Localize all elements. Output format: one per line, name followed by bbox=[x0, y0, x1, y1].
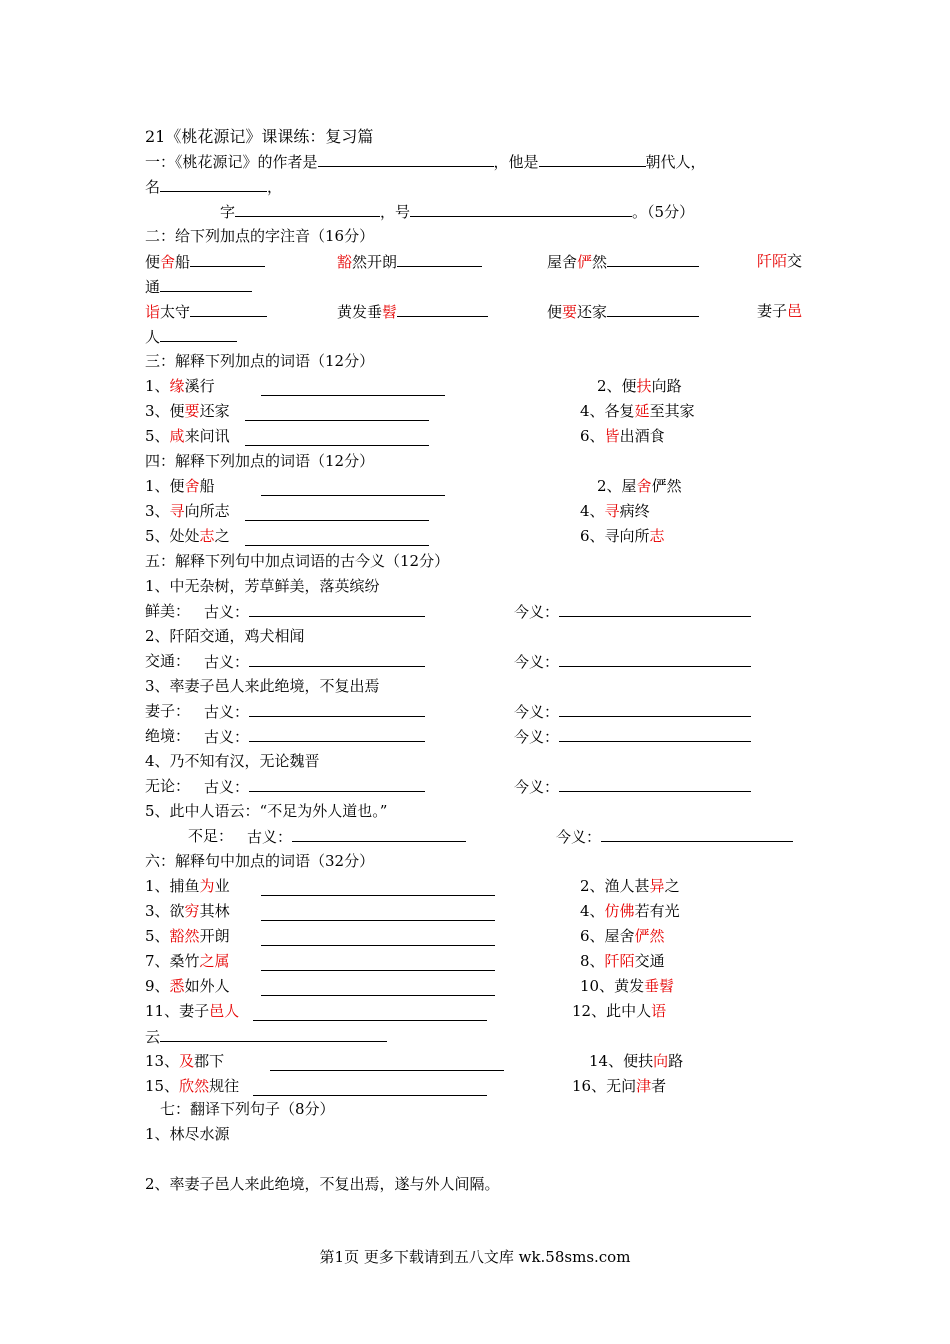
s2-item-7: 便要还家 bbox=[547, 299, 699, 324]
courtesy-name-blank[interactable] bbox=[235, 199, 380, 217]
name-blank[interactable] bbox=[160, 174, 267, 192]
s5-row-1: 鲜美： bbox=[145, 602, 191, 620]
s5-q2: 2、阡陌交通，鸡犬相闻 bbox=[145, 627, 305, 645]
s7-heading: 七：翻译下列句子（8分） bbox=[160, 1100, 335, 1118]
s5-row-5: 无论： bbox=[145, 777, 191, 795]
s2-item-4b: 通 bbox=[145, 274, 252, 299]
s3-heading: 三：解释下列加点的词语（12分） bbox=[145, 352, 375, 370]
s2-item-2: 豁然开朗 bbox=[337, 249, 482, 274]
s3-blank-1[interactable] bbox=[261, 378, 445, 396]
s6-item-13: 13、及郡下 bbox=[145, 1052, 225, 1070]
s3-item-1: 1、缘溪行 bbox=[145, 377, 215, 395]
s3-blank-3[interactable] bbox=[245, 403, 429, 421]
s3-blank-5[interactable] bbox=[245, 428, 429, 446]
s2-item-1: 便舍船 bbox=[145, 249, 265, 274]
author-blank[interactable] bbox=[318, 149, 494, 167]
s5-row-3: 妻子： bbox=[145, 702, 191, 720]
s6-item-10: 10、黄发垂髫 bbox=[580, 977, 675, 995]
s5-q4: 4、乃不知有汉，无论魏晋 bbox=[145, 752, 320, 770]
s6-item-15: 15、欣然规往 bbox=[145, 1077, 240, 1095]
pen-name-blank[interactable] bbox=[410, 199, 632, 217]
s2-item-4a: 阡陌交 bbox=[757, 252, 803, 270]
s6-item-16: 16、无问津者 bbox=[572, 1077, 667, 1095]
s4-blank-3[interactable] bbox=[245, 503, 429, 521]
s7-q1: 1、林尽水源 bbox=[145, 1125, 230, 1143]
s6-item-12b: 云 bbox=[145, 1024, 387, 1049]
s2-item-5: 诣太守 bbox=[145, 299, 267, 324]
s6-item-1: 1、捕鱼为业 bbox=[145, 877, 230, 895]
s4-item-6: 6、寻向所志 bbox=[580, 527, 665, 545]
s2-heading: 二：给下列加点的字注音（16分） bbox=[145, 227, 375, 245]
s2-item-6: 黄发垂髫 bbox=[337, 299, 488, 324]
s6-item-5: 5、豁然开朗 bbox=[145, 927, 230, 945]
s3-item-6: 6、皆出酒食 bbox=[580, 427, 665, 445]
s4-item-3: 3、寻向所志 bbox=[145, 502, 230, 520]
dynasty-blank[interactable] bbox=[539, 149, 646, 167]
s6-item-11: 11、妻子邑人 bbox=[145, 1002, 240, 1020]
s5-row-4: 绝境： bbox=[145, 727, 191, 745]
s7-q2: 2、率妻子邑人来此绝境，不复出焉，遂与外人间隔。 bbox=[145, 1175, 500, 1193]
page-footer: 第1页 更多下载请到五八文库 wk.58sms.com bbox=[319, 1248, 631, 1266]
s2-item-3: 屋舍俨然 bbox=[547, 249, 699, 274]
s1-line2: 名 ， bbox=[145, 174, 282, 199]
s5-q1: 1、中无杂树，芳草鲜美，落英缤纷 bbox=[145, 577, 380, 595]
s6-item-3: 3、欲穷其林 bbox=[145, 902, 230, 920]
s6-item-2: 2、渔人甚异之 bbox=[580, 877, 680, 895]
s1-line1: 一：《桃花源记》的作者是 ，他是 朝代人， bbox=[145, 149, 706, 174]
s6-item-8: 8、阡陌交通 bbox=[580, 952, 665, 970]
s4-heading: 四：解释下列加点的词语（12分） bbox=[145, 452, 375, 470]
s1-line3: 字 ，号 。（5分） bbox=[220, 199, 694, 224]
page-title: 21《桃花源记》课课练：复习篇 bbox=[145, 127, 374, 146]
s6-item-4: 4、仿佛若有光 bbox=[580, 902, 680, 920]
s3-item-5: 5、咸来问讯 bbox=[145, 427, 230, 445]
s2-item-8b: 人 bbox=[145, 324, 237, 349]
s4-item-4: 4、寻病终 bbox=[580, 502, 650, 520]
s5-row-6: 不足： bbox=[188, 827, 234, 845]
s6-heading: 六：解释句中加点的词语（32分） bbox=[145, 852, 375, 870]
s4-blank-1[interactable] bbox=[261, 478, 445, 496]
s5-heading: 五：解释下列句中加点词语的古今义（12分） bbox=[145, 552, 450, 570]
s6-item-12a: 12、此中人语 bbox=[572, 1002, 667, 1020]
s6-item-9: 9、悉如外人 bbox=[145, 977, 230, 995]
s3-item-2: 2、便扶向路 bbox=[597, 377, 682, 395]
s2-item-8a: 妻子邑 bbox=[757, 302, 803, 320]
s5-q3: 3、率妻子邑人来此绝境，不复出焉 bbox=[145, 677, 380, 695]
s5-q5: 5、此中人语云：“不足为外人道也。” bbox=[145, 802, 388, 820]
s4-item-2: 2、屋舍俨然 bbox=[597, 477, 682, 495]
s3-item-4: 4、各复延至其家 bbox=[580, 402, 695, 420]
s6-item-14: 14、便扶向路 bbox=[589, 1052, 684, 1070]
s4-item-5: 5、处处志之 bbox=[145, 527, 230, 545]
s6-item-7: 7、桑竹之属 bbox=[145, 952, 230, 970]
s3-item-3: 3、便要还家 bbox=[145, 402, 230, 420]
s6-item-6: 6、屋舍俨然 bbox=[580, 927, 665, 945]
s4-blank-5[interactable] bbox=[245, 528, 429, 546]
s5-row-2: 交通： bbox=[145, 652, 191, 670]
s4-item-1: 1、便舍船 bbox=[145, 477, 215, 495]
